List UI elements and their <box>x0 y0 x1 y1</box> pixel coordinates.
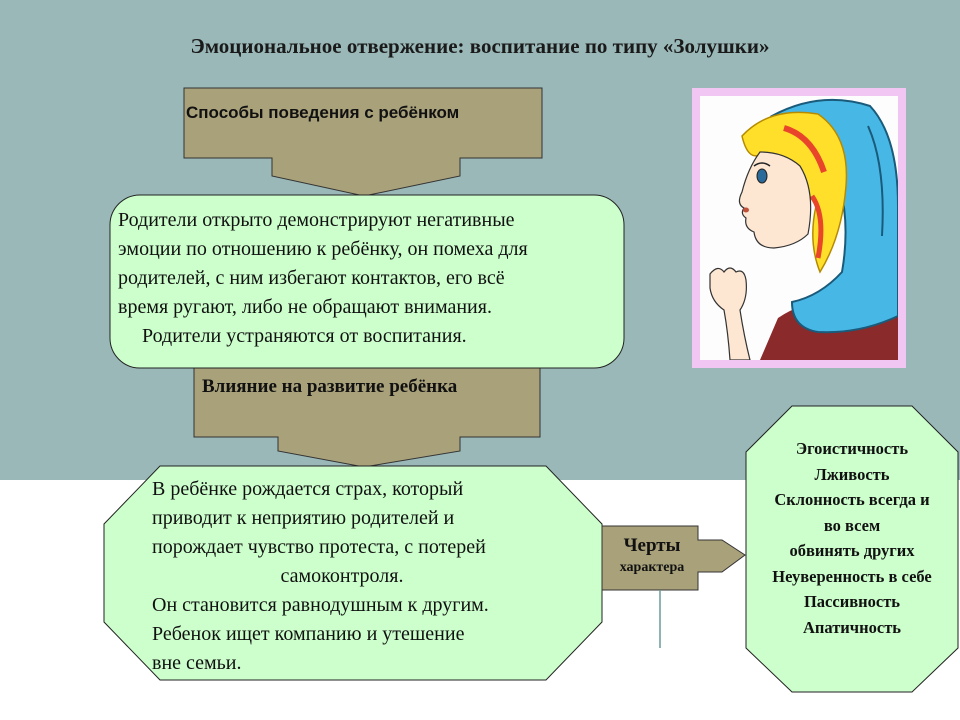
behavior-line: Родители устраняются от воспитания. <box>142 325 467 347</box>
trait-item: во всем <box>823 515 881 535</box>
influence-text <box>152 475 592 678</box>
page-title: Эмоциональное отвержение: воспитание по типу «Золушки» <box>190 34 770 58</box>
behavior-text <box>118 206 618 351</box>
behavior-line: время ругают, либо не обращают внимания. <box>118 296 492 318</box>
traits-list <box>746 436 958 640</box>
trait-item: Пассивность <box>803 592 901 611</box>
trait-item: Лживость <box>814 464 890 484</box>
influence-header: Влияние на развитие ребёнка <box>202 376 458 397</box>
cinderella-illustration <box>692 88 906 368</box>
trait-item: Неуверенность в себе <box>772 566 932 586</box>
trait-item: Склонность всегда и <box>774 490 930 509</box>
behavior-line: родителей, с ним избегают контактов, его всё <box>118 267 505 289</box>
influence-line: приводит к неприятию родителей и <box>152 507 455 529</box>
behavior-line: Родители открыто демонстрируют негативные <box>118 209 515 231</box>
influence-line: вне семьи. <box>152 652 242 674</box>
behavior-header: Способы поведения с ребёнком <box>186 103 460 122</box>
influence-line: самоконтроля. <box>280 565 404 587</box>
influence-line: В ребёнке рождается страх, который <box>152 478 464 500</box>
influence-line: Он становится равнодушным к другим. <box>152 594 489 616</box>
traits-header-line1: Черты <box>623 535 681 556</box>
trait-item: Апатичность <box>802 617 902 637</box>
traits-header <box>602 535 702 576</box>
behavior-line: эмоции по отношению к ребёнку, он помеха для <box>118 238 528 260</box>
illustration-canvas <box>700 96 898 360</box>
traits-header-line2: характера <box>619 560 685 575</box>
trait-item: обвинять других <box>789 541 915 560</box>
influence-line: Ребенок ищет компанию и утешение <box>152 623 465 645</box>
trait-item: Эгоистичность <box>795 439 909 458</box>
girl-portrait <box>700 96 898 360</box>
influence-line: порождает чувство протеста, с потерей <box>152 536 486 558</box>
